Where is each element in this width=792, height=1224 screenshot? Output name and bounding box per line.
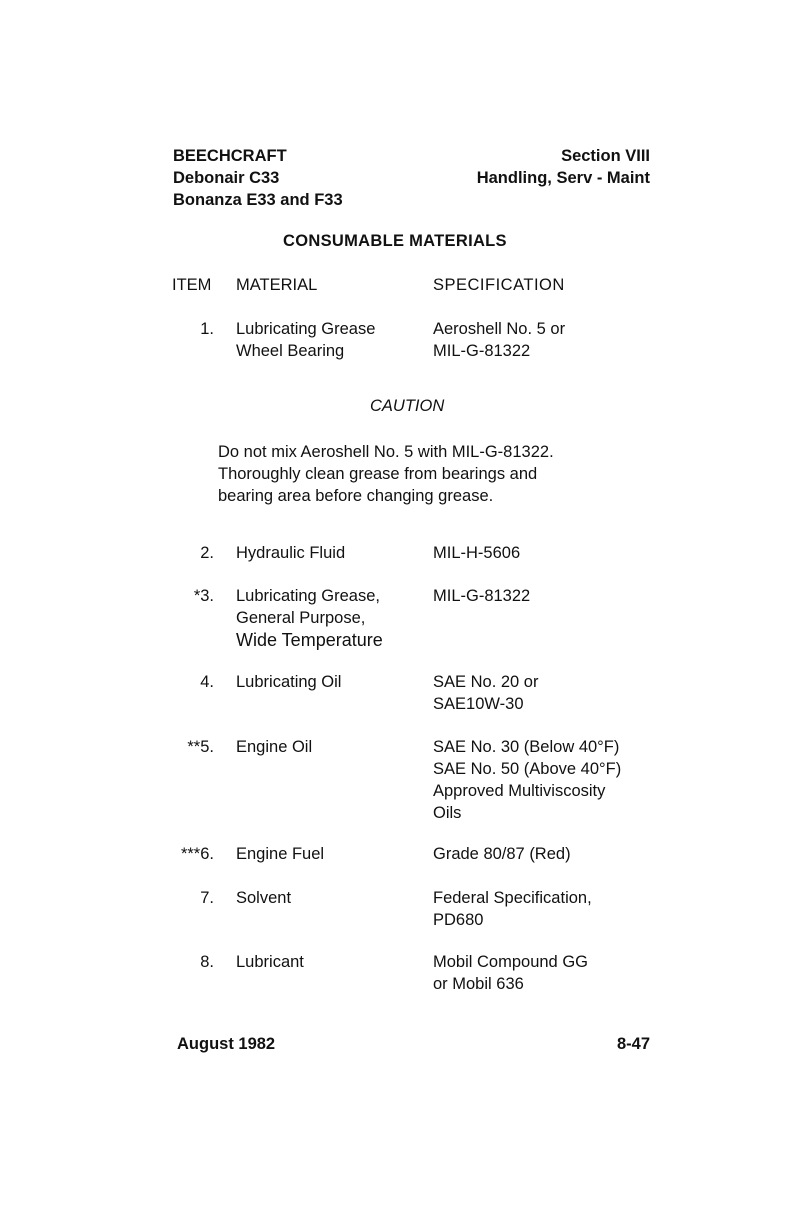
caution-text [218, 441, 618, 507]
section-title: Handling, Serv - Maint [476, 169, 650, 187]
item-material [236, 318, 426, 362]
column-heading-item: ITEM [172, 276, 212, 294]
caution-line: Do not mix Aeroshell No. 5 with MIL-G-81322. [218, 443, 554, 461]
item-specification [433, 951, 673, 995]
spec-line: or Mobil 636 [433, 975, 524, 993]
item-specification [433, 585, 673, 607]
spec-line: Grade 80/87 (Red) [433, 845, 571, 863]
material-line: Lubricating Oil [236, 673, 342, 691]
item-specification [433, 887, 673, 931]
item-number: 4. [200, 673, 214, 691]
page-number: 8-47 [616, 1035, 650, 1053]
item-specification [433, 318, 673, 362]
material-line: Lubricating Grease, [236, 587, 380, 605]
manufacturer: BEECHCRAFT [173, 147, 287, 165]
item-number: 7. [200, 889, 214, 907]
spec-line: Federal Specification, [433, 889, 592, 907]
spec-line: Aeroshell No. 5 or [433, 320, 566, 338]
spec-line: MIL-G-81322 [433, 587, 531, 605]
page-title: CONSUMABLE MATERIALS [283, 232, 507, 250]
spec-line: SAE No. 30 (Below 40°F) [433, 738, 620, 756]
item-number: 2. [200, 544, 214, 562]
spec-line: Approved Multiviscosity [433, 782, 606, 800]
header-right [440, 145, 650, 189]
item-specification [433, 843, 673, 865]
item-material [236, 951, 426, 973]
item-specification [433, 736, 673, 824]
column-heading-specification: SPECIFICATION [433, 276, 565, 294]
item-number: 1. [200, 320, 214, 338]
spec-line: SAE No. 50 (Above 40°F) [433, 760, 622, 778]
model-bonanza: Bonanza E33 and F33 [173, 191, 343, 209]
item-material [236, 843, 426, 865]
spec-line: SAE10W-30 [433, 695, 524, 713]
material-line: Engine Oil [236, 738, 313, 756]
material-line: Wide Temperature [236, 630, 383, 650]
material-line: Wheel Bearing [236, 342, 345, 360]
item-number: 8. [200, 953, 214, 971]
spec-line: SAE No. 20 or [433, 673, 539, 691]
column-heading-material: MATERIAL [236, 276, 318, 294]
spec-line: Oils [433, 804, 462, 822]
caution-line: bearing area before changing grease. [218, 487, 494, 505]
item-specification [433, 671, 673, 715]
item-material [236, 542, 426, 564]
spec-line: Mobil Compound GG [433, 953, 588, 971]
item-material [236, 887, 426, 909]
spec-line: MIL-G-81322 [433, 342, 531, 360]
footer-date: August 1982 [177, 1035, 276, 1053]
item-number: ***6. [180, 845, 214, 863]
item-material [236, 585, 426, 651]
material-line: Solvent [236, 889, 292, 907]
caution-heading: CAUTION [370, 397, 445, 415]
material-line: Lubricating Grease [236, 320, 376, 338]
header-left [173, 145, 343, 211]
item-specification [433, 542, 673, 564]
section-number: Section VIII [561, 147, 650, 165]
item-number: **5. [187, 738, 214, 756]
item-number: *3. [193, 587, 214, 605]
spec-line: PD680 [433, 911, 484, 929]
item-material [236, 671, 426, 693]
spec-line: MIL-H-5606 [433, 544, 521, 562]
material-line: Engine Fuel [236, 845, 325, 863]
material-line: Hydraulic Fluid [236, 544, 346, 562]
material-line: Lubricant [236, 953, 304, 971]
caution-line: Thoroughly clean grease from bearings and [218, 465, 538, 483]
model-debonair: Debonair C33 [173, 169, 280, 187]
material-line: General Purpose, [236, 609, 366, 627]
item-material [236, 736, 426, 758]
